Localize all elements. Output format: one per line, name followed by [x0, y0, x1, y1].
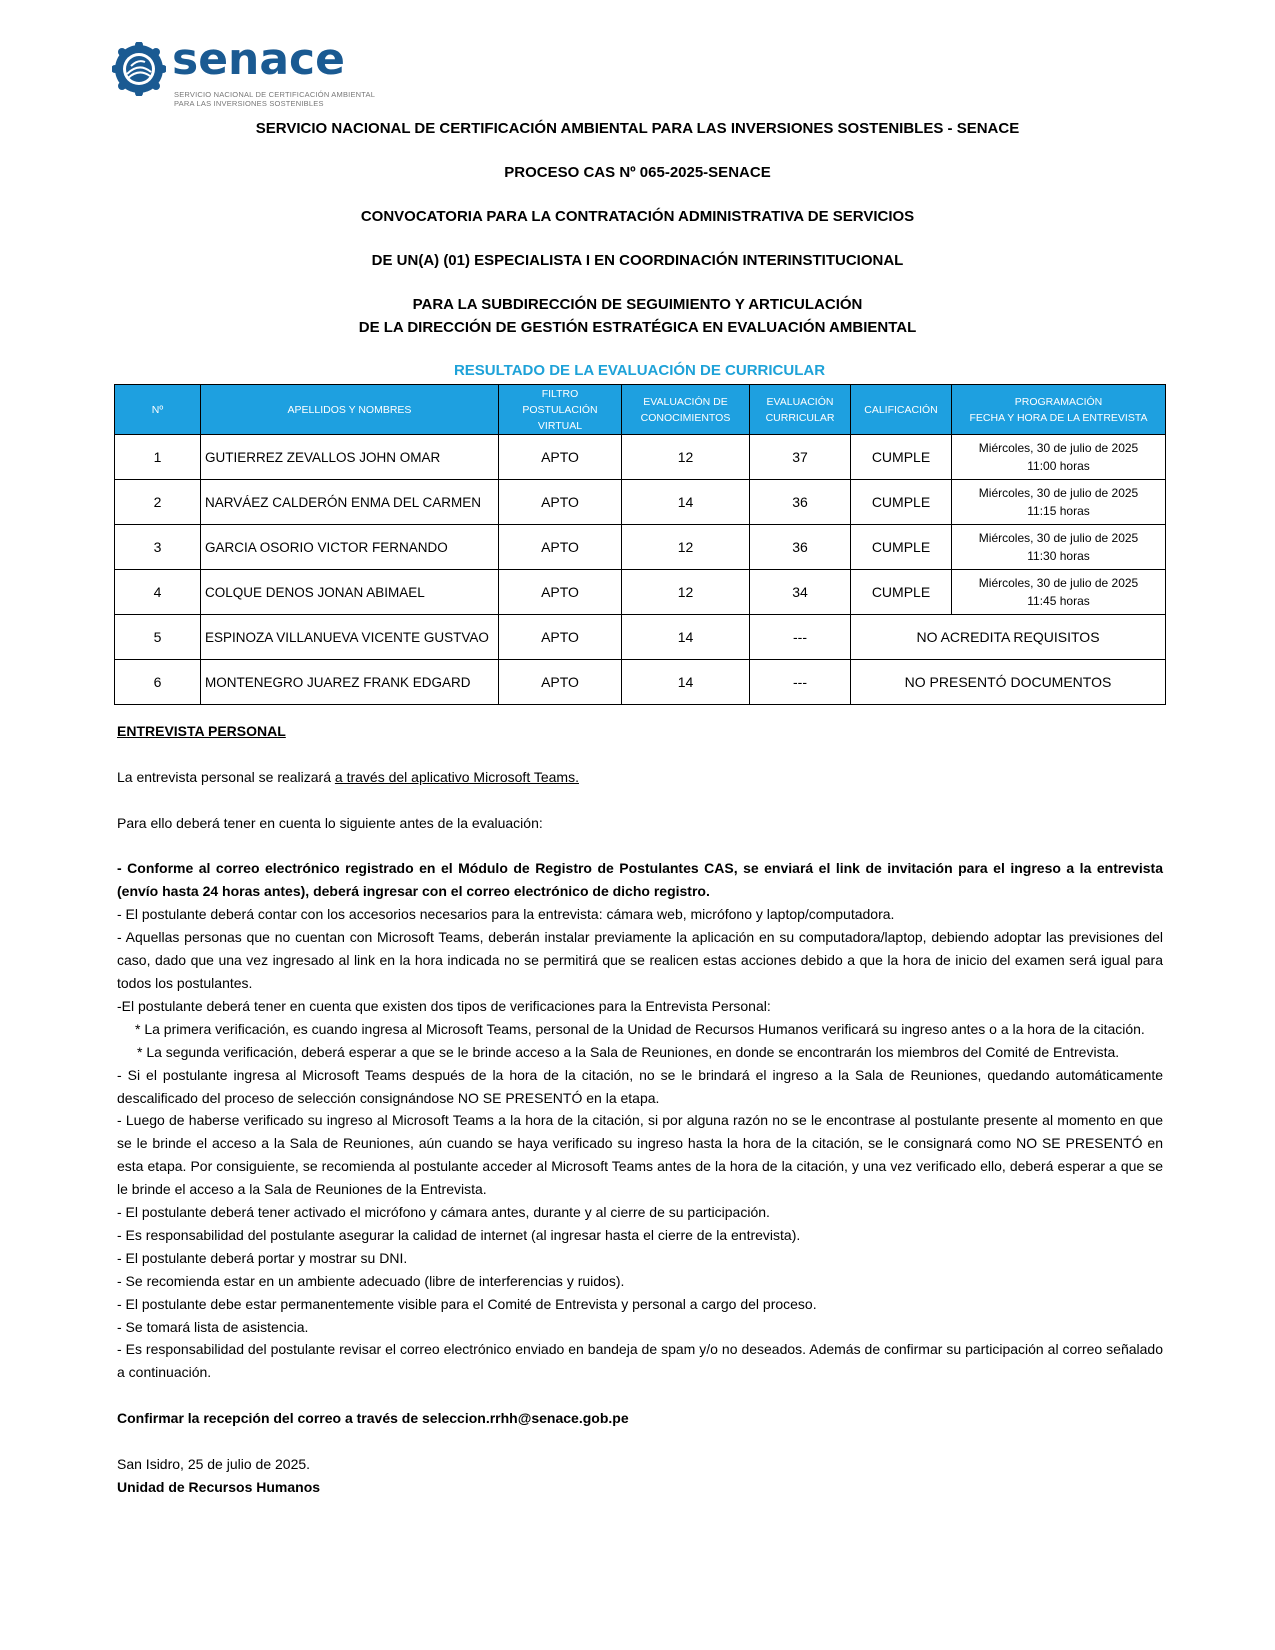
list-item: - El postulante debe estar permanentemente visible para el Comité de Entrevista y personal a cargo del proceso.	[117, 1295, 817, 1312]
verification-2: * La segunda verificación, deberá esperar a que se le brinde acceso a la Sala de Reuniones, en donde se encontrarán los miembros del Comité de Entrevista.	[137, 1043, 1120, 1060]
table-row: 5 ESPINOZA VILLANUEVA VICENTE GUSTVAO APTO 14 --- NO ACREDITA REQUISITOS	[115, 615, 1166, 660]
table-row: 3 GARCIA OSORIO VICTOR FERNANDO APTO 12 36 CUMPLE Miércoles, 30 de julio de 2025 11:30 horas	[115, 525, 1166, 570]
confirm-email-line: Confirmar la recepción del correo a través de seleccion.rrhh@senace.gob.pe	[117, 1410, 629, 1427]
interview-section	[117, 720, 1163, 1499]
list-item: - Si el postulante ingresa al Microsoft Teams después de la hora de la citación, no se le brindará el ingreso a la Sala de Reuniones, quedando automáticamente descalificado del proceso de selección consignándose NO SE PRESENTÓ en la etapa.	[117, 1066, 1163, 1106]
logo-subtitle-line2: PARA LAS INVERSIONES SOSTENIBLES	[174, 99, 324, 108]
col-curricular: EVALUACIÓN CURRICULAR	[750, 385, 851, 435]
logo-subtitle-line1: SERVICIO NACIONAL DE CERTIFICACIÓN AMBIENTAL	[174, 90, 376, 99]
list-item: - El postulante deberá tener activado el micrófono y cámara antes, durante y al cierre de su participación.	[117, 1204, 770, 1221]
process-title: PROCESO CAS Nº 065-2025-SENACE	[504, 164, 771, 181]
col-knowledge: EVALUACIÓN DE CONOCIMIENTOS	[622, 385, 750, 435]
unit-line-1: PARA LA SUBDIRECCIÓN DE SEGUIMIENTO Y ARTICULACIÓN	[412, 296, 863, 313]
col-schedule: PROGRAMACIÓN FECHA Y HORA DE LA ENTREVISTA	[952, 385, 1166, 435]
col-name: APELLIDOS Y NOMBRES	[201, 385, 499, 435]
senace-logo	[112, 34, 376, 120]
logo-wordmark: senace	[172, 34, 345, 85]
senace-emblem-icon	[112, 42, 166, 96]
row-remark: NO PRESENTÓ DOCUMENTOS	[851, 660, 1166, 705]
list-item: - Aquellas personas que no cuentan con Microsoft Teams, deberán instalar previamente la aplicación en su computadora/laptop, debiendo adoptar las previsiones del caso, dado que una vez ingresado al link en la hora indicada no se permitirá que se realicen estas acciones debido a que la hora de inicio del examen será igual para todos los postulantes.	[117, 929, 1163, 991]
teams-link-text: a través del aplicativo Microsoft Teams.	[334, 768, 579, 785]
results-table	[114, 384, 1166, 705]
place-date: San Isidro, 25 de julio de 2025.	[117, 1456, 311, 1472]
list-item: - Es responsabilidad del postulante asegurar la calidad de internet (al ingresar hasta el cierre de la entrevista).	[117, 1226, 801, 1243]
col-num: Nº	[115, 385, 201, 435]
call-line-2: DE UN(A) (01) ESPECIALISTA I EN COORDINACIÓN INTERINSTITUCIONAL	[371, 252, 904, 269]
list-item: - Se recomienda estar en un ambiente adecuado (libre de interferencias y ruidos).	[117, 1272, 625, 1289]
institution-title: SERVICIO NACIONAL DE CERTIFICACIÓN AMBIENTAL PARA LAS INVERSIONES SOSTENIBLES - SENACE	[255, 120, 1020, 137]
invitation-notice: - Conforme al correo electrónico registrado en el Módulo de Registro de Postulantes CAS, se enviará el link de invitación para el ingreso a la entrevista (envío hasta 24 horas antes), deberá ingresar con el correo electrónico de dicho registro.	[117, 860, 1163, 900]
verification-1: * La primera verificación, es cuando ingresa al Microsoft Teams, personal de la Unidad de Recursos Humanos verificará su ingreso antes o a la hora de la citación.	[135, 1020, 1145, 1037]
table-row: 2 NARVÁEZ CALDERÓN ENMA DEL CARMEN APTO 14 36 CUMPLE Miércoles, 30 de julio de 2025 11:15 horas	[115, 480, 1166, 525]
interview-consider: Para ello deberá tener en cuenta lo siguiente antes de la evaluación:	[117, 814, 543, 831]
interview-intro: La entrevista personal se realizará a través del aplicativo Microsoft Teams.	[117, 768, 579, 785]
list-item: - El postulante deberá portar y mostrar su DNI.	[117, 1249, 408, 1266]
row-remark: NO ACREDITA REQUISITOS	[851, 615, 1166, 660]
results-caption: RESULTADO DE LA EVALUACIÓN DE CURRICULAR	[453, 362, 826, 379]
list-item: - Es responsabilidad del postulante revisar el correo electrónico enviado en bandeja de spam y/o no deseados. Además de confirmar su participación al correo señalado a continuación.	[117, 1341, 1163, 1381]
table-row: 6 MONTENEGRO JUAREZ FRANK EDGARD APTO 14 --- NO PRESENTÓ DOCUMENTOS	[115, 660, 1166, 705]
list-item: - Luego de haberse verificado su ingreso al Microsoft Teams a la hora de la citación, si por alguna razón no se le encontrase al postulante presente al momento en que se le brinde el acceso a la Sala de Reuniones, aún cuando se haya verificado su ingreso hasta la hora de la citación, se le consignará como NO SE PRESENTÓ en esta etapa. Por consiguiente, se recomienda al postulante acceder al Microsoft Teams antes de la hora de la citación, y una vez verificado ello, deberá esperar a que se le brinde el acceso a la Sala de Reuniones de la Entrevista.	[117, 1112, 1163, 1198]
results-header-row	[115, 385, 1166, 435]
unit-line-2: DE LA DIRECCIÓN DE GESTIÓN ESTRATÉGICA EN EVALUACIÓN AMBIENTAL	[358, 319, 917, 336]
col-rating: CALIFICACIÓN	[851, 385, 952, 435]
col-filter: FILTRO POSTULACIÓN VIRTUAL	[499, 385, 622, 435]
list-item: - El postulante deberá contar con los accesorios necesarios para la entrevista: cámara web, micrófono y laptop/computadora.	[117, 906, 895, 923]
call-line-1: CONVOCATORIA PARA LA CONTRATACIÓN ADMINISTRATIVA DE SERVICIOS	[360, 208, 915, 225]
list-item: -El postulante deberá tener en cuenta que existen dos tipos de verificaciones para la Entrevista Personal:	[117, 997, 771, 1014]
list-item: - Se tomará lista de asistencia.	[117, 1318, 309, 1335]
signature: Unidad de Recursos Humanos	[117, 1478, 321, 1495]
table-row: 1 GUTIERREZ ZEVALLOS JOHN OMAR APTO 12 37 CUMPLE Miércoles, 30 de julio de 2025 11:00 horas	[115, 435, 1166, 480]
interview-title: ENTREVISTA PERSONAL	[117, 723, 286, 739]
table-row: 4 COLQUE DENOS JONAN ABIMAEL APTO 12 34 CUMPLE Miércoles, 30 de julio de 2025 11:45 horas	[115, 570, 1166, 615]
